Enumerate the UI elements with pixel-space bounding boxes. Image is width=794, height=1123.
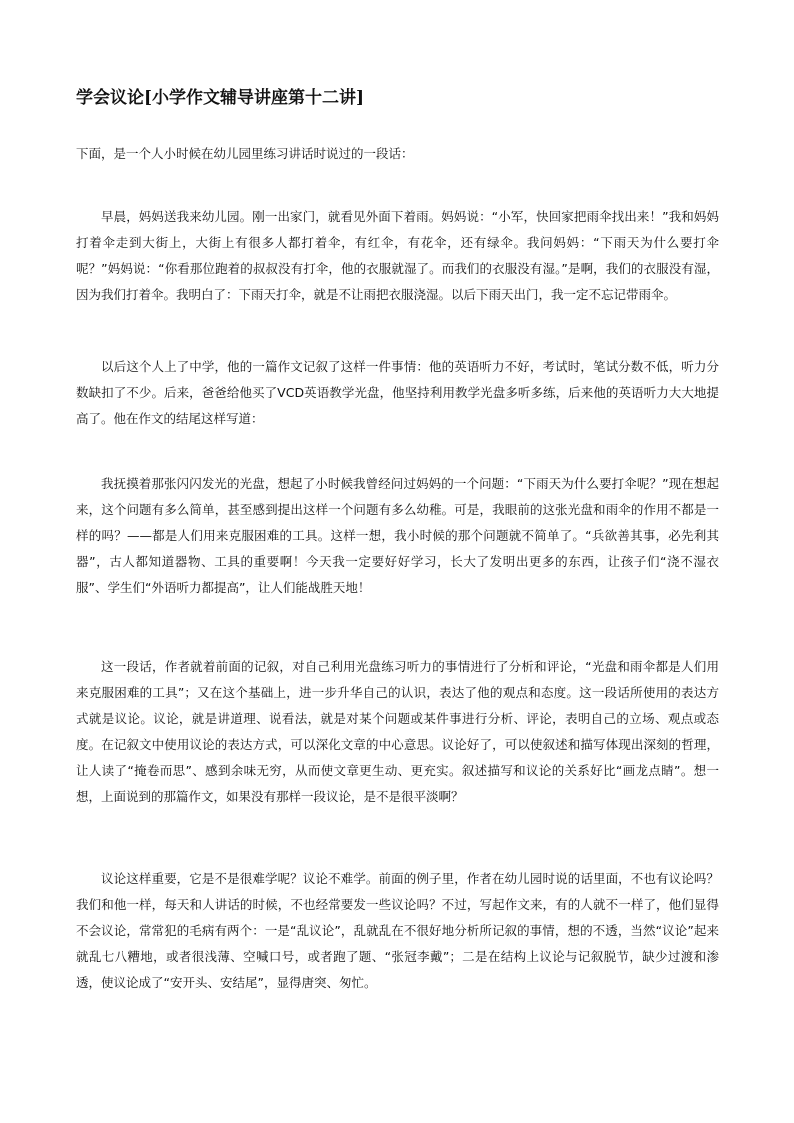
paragraph-common-mistakes: 议论这样重要，它是不是很难学呢？议论不难学。前面的例子里，作者在幼儿园时说的话里面，不也有议论吗？我们和他一样，每天和人讲话的时候，不也经常要发一些议论吗？不过，写起作文来，有的人就不一样了，他们显得不会议论，常常犯的毛病有两个：一是“乱议论”，乱就乱在不很好地分析所记叙的事情，想的不透，当然“议论”起来就乱七八糟地，或者很浅薄、空喊口号，或者跑了题、“张冠李戴”；二是在结构上议论与记叙脱节，缺少过渡和渗透，使议论成了“安开头、安结尾”，显得唐突、匆忙。 — [76, 870, 719, 990]
paragraph-middle-school: 以后这个人上了中学，他的一篇作文记叙了这样一件事情：他的英语听力不好，考试时，笔试分数不低，听力分数缺扣了不少。后来，爸爸给他买了VCD英语教学光盘，他坚持利用教学光盘多听多练，后来他的英语听力大大地提高了。他在作文的结尾这样写道： — [76, 358, 719, 426]
paragraph-kindergarten-speech: 早晨，妈妈送我来幼儿园。刚一出家门，就看见外面下着雨。妈妈说：“小军，快回家把雨伞找出来！”我和妈妈打着伞走到大街上，大街上有很多人都打着伞，有红伞，有花伞，还有绿伞。我问妈妈：“下雨天为什么要打伞呢？”妈妈说：“你看那位跑着的叔叔没有打伞，他的衣服就湿了。而我们的衣服没有湿。”是啊，我们的衣服没有湿，因为我们打着伞。我明白了：下雨天打伞，就是不让雨把衣服浇湿。以后下雨天出门，我一定不忘记带雨伞。 — [76, 208, 719, 302]
paragraph-essay-ending: 我抚摸着那张闪闪发光的光盘，想起了小时候我曾经问过妈妈的一个问题：“下雨天为什么要打伞呢？”现在想起来，这个问题有多么简单，甚至感到提出这样一个问题有多么幼稚。可是，我眼前的这张光盘和雨伞的作用不都是一样的吗？——都是人们用来克服困难的工具。这样一想，我小时候的那个问题就不简单了。“兵欲善其事，必先利其器”，古人都知道器物、工具的重要啊！今天我一定要好好学习，长大了发明出更多的东西，让孩子们“浇不湿衣服”、学生们“外语听力都提高”，让人们能战胜天地！ — [76, 475, 719, 595]
paragraph-analysis: 这一段话，作者就着前面的记叙，对自己利用光盘练习听力的事情进行了分析和评论，“光盘和雨伞都是人们用来克服困难的工具”；又在这个基础上，进一步升华自己的认识，表达了他的观点和态度。这一段话所使用的表达方式就是议论。议论，就是讲道理、说看法，就是对某个问题或某件事进行分析、评论，表明自己的立场、观点或态度。在记叙文中使用议论的表达方式，可以深化文章的中心意思。议论好了，可以使叙述和描写体现出深刻的哲理，让人读了“掩卷而思”、感到余味无穷，从而使文章更生动、更充实。叙述描写和议论的关系好比“画龙点睛”。想一想，上面说到的那篇作文，如果没有那样一段议论，是不是很平淡啊？ — [76, 658, 719, 804]
document-title: 学会议论[小学作文辅导讲座第十二讲] — [76, 88, 365, 108]
intro-line: 下面，是一个人小时候在幼儿园里练习讲话时说过的一段话： — [76, 146, 414, 161]
